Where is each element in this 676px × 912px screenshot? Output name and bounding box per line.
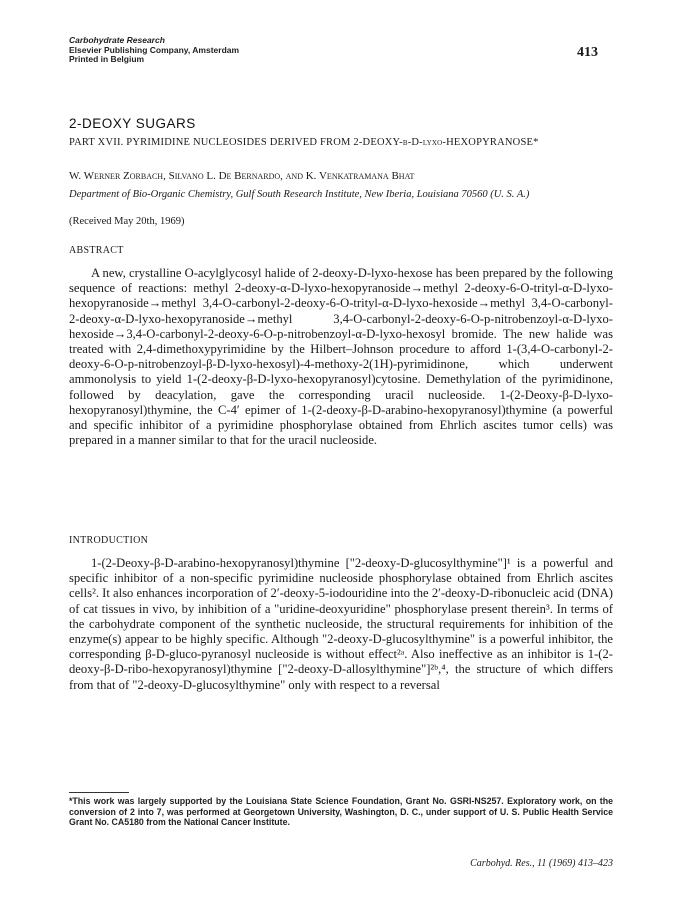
journal-citation: Carbohyd. Res., 11 (1969) 413–423 [470, 858, 613, 869]
printed-line: Printed in Belgium [69, 54, 145, 64]
part-title: PART XVII. PYRIMIDINE NUCLEOSIDES DERIVED FROM 2-DEOXY-β-D-lyxo-HEXOPYRANOSE* [69, 137, 539, 148]
abstract-text: A new, crystalline O-acylglycosyl halide of 2-deoxy-D-lyxo-hexose has been prepared by the following sequence of reactions: methyl 2-deoxy-α-D-lyxo-hexopyranoside→methyl 2-deoxy-6-O-trityl-α-D-lyxo-hexopyranoside→methyl 3,4-O-carbonyl-2-deoxy-6-O-trityl-α-D-lyxo-hexoside→methyl 3,4-O-carbonyl-2-deoxy-α-D-lyxo-hexopyranoside→methyl 3,4-O-carbonyl-2-deoxy-6-O-p-nitrobenzoyl-α-D-lyxo-hexoside→3,4-O-carbonyl-2-deoxy-6-O-p-nitrobenzoyl-α-D-lyxo-hexosyl bromide. The new halide was treated with 2,4-dimethoxypyrimidine by the Hilbert–Johnson procedure to afford 1-(3,4-O-carbonyl-2-deoxy-6-O-p-nitrobenzoyl-β-D-lyxo-hexosyl)-4-methoxy-2(1H)-pyrimidinone, which underwent ammonolysis to yield 1-(2-deoxy-β-D-lyxo-hexopyranosyl)cytosine. Demethylation of the pyrimidinone, followed by deacylation, gave the corresponding uracil nucleoside. 1-(2-Deoxy-β-D-lyxo-hexopyranosyl)thymine, the C-4′ epimer of 1-(2-deoxy-β-D-arabino-hexopyranosyl)thymine (a powerful and specific inhibitor of a pyrimidine phosphorylase obtained from Ehrlich ascites tumor cells) was prepared in a manner similar to that for the uracil nucleoside. [69, 266, 614, 448]
introduction-text: 1-(2-Deoxy-β-D-arabino-hexopyranosyl)thymine ["2-deoxy-D-glucosylthymine"]¹ is a powerful and specific inhibitor of a non-specific pyrimidine nucleoside phosphorylase obtained from Ehrlich ascites cells². It also enhances incorporation of 2′-deoxy-5-iodouridine into the 2′-deoxy-D-ribonucleic acid (DNA) of cat tissues in vivo, by inhibition of a "uridine-deoxyuridine" phosphorylase present therein³. In terms of the carbohydrate component of the synthetic nucleoside, the structural requirements for inhibition of the enzyme(s) appear to be highly specific. Although "2-deoxy-D-glucosylthymine" is a powerful inhibitor, the corresponding β-D-gluco-pyranosyl nucleoside is without effect²ᵃ. Also ineffective as an inhibitor is 1-(2-deoxy-β-D-ribo-hexopyranosyl)thymine ["2-deoxy-D-allosylthymine"]²ᵇ,⁴, the structure of which differs from that of "2-deoxy-D-glucosylthymine" only with respect to a reversal [69, 556, 613, 692]
footnote-divider [69, 792, 129, 793]
series-title: 2-DEOXY SUGARS [69, 116, 196, 131]
publisher-line: Elsevier Publishing Company, Amsterdam [69, 44, 240, 55]
journal-name: Carbohydrate Research [69, 35, 165, 45]
journal-masthead [69, 36, 489, 65]
introduction-heading: INTRODUCTION [69, 535, 149, 546]
author-list: W. Werner Zorbach, Silvano L. De Bernardo, and K. Venkatramana Bhat [69, 170, 415, 182]
abstract-heading: ABSTRACT [69, 245, 124, 256]
page-number: 413 [577, 45, 598, 60]
footnote-text: *This work was largely supported by the Louisiana State Science Foundation, Grant No. GSRI-NS257. Exploratory work, on the conversion of 2 into 7, was performed at Georgetown University, Washington, D. C., under support of U. S. Public Health Service Grant No. CA5180 from the National Cancer Institute. [69, 796, 613, 828]
author-affiliation: Department of Bio-Organic Chemistry, Gulf South Research Institute, New Iberia, Louisiana 70560 (U. S. A.) [69, 189, 530, 200]
received-date: (Received May 20th, 1969) [69, 216, 185, 227]
